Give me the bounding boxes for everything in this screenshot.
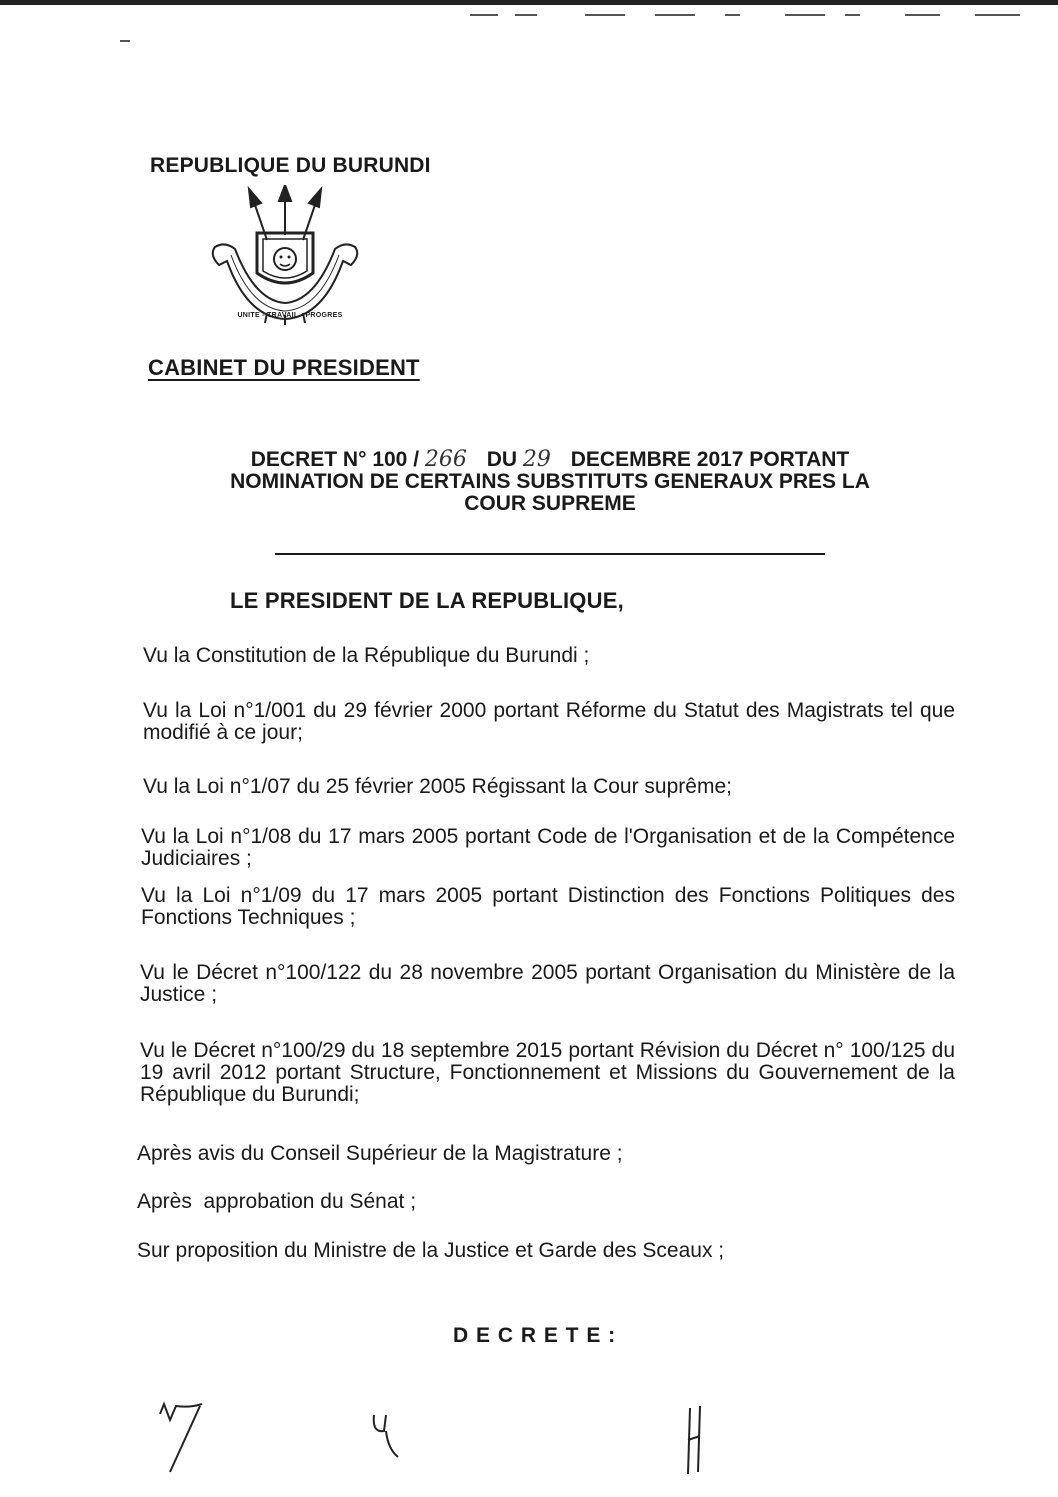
decree-title-line2: NOMINATION DE CERTAINS SUBSTITUTS GENERAUX PRES LA <box>230 470 870 493</box>
consideration-conseil-magistrature: Après avis du Conseil Supérieur de la Magistrature ; <box>137 1142 623 1165</box>
consideration-decret-100-29: Vu le Décret n°100/29 du 18 septembre 2015 portant Révision du Décret n° 100/125 du 19 avril 2012 portant Structure, Fonctionnement et Missions du Gouvernement de la République du Burundi; <box>140 1039 955 1106</box>
consideration-constitution: Vu la Constitution de la République du Burundi ; <box>143 644 590 667</box>
consideration-ministre-justice: Sur proposition du Ministre de la Justice et Garde des Sceaux ; <box>137 1239 725 1262</box>
decree-number-prefix: DECRET N° 100 / <box>250 448 420 471</box>
decree-title <box>150 445 950 519</box>
handwritten-initials-left <box>150 1400 220 1480</box>
emblem-motto: UNITE - TRAVAIL - PROGRES <box>237 312 343 319</box>
president-heading: LE PRESIDENT DE LA REPUBLIQUE, <box>230 588 624 613</box>
country-name: REPUBLIQUE DU BURUNDI <box>150 154 431 177</box>
consideration-loi-1-09: Vu la Loi n°1/09 du 17 mars 2005 portant Distinction des Fonctions Politiques des Fonctions Techniques ; <box>141 884 955 929</box>
decree-title-line3: COUR SUPREME <box>464 492 636 515</box>
consideration-loi-1-07: Vu la Loi n°1/07 du 25 février 2005 Régissant la Cour suprême; <box>143 775 732 798</box>
consideration-senat: Après approbation du Sénat ; <box>137 1190 417 1213</box>
handwritten-initials-middle <box>368 1405 408 1465</box>
decree-du: DU <box>486 448 518 471</box>
decree-number-handwritten: 266 <box>424 447 467 472</box>
scan-border-top <box>0 0 1058 5</box>
decrete-heading: D E C R E T E : <box>453 1324 617 1347</box>
handwritten-initials-right <box>680 1400 710 1480</box>
title-divider <box>275 553 825 555</box>
consideration-loi-1-08: Vu la Loi n°1/08 du 17 mars 2005 portant Code de l'Organisation et de la Compétence Judiciaires ; <box>141 825 955 870</box>
coat-of-arms-emblem <box>205 185 365 325</box>
consideration-loi-1-001: Vu la Loi n°1/001 du 29 février 2000 portant Réforme du Statut des Magistrats tel que modifié à ce jour; <box>143 699 955 744</box>
decree-title-rest: DECEMBRE 2017 PORTANT <box>570 448 850 471</box>
office-name: CABINET DU PRESIDENT <box>148 355 420 380</box>
consideration-decret-100-122: Vu le Décret n°100/122 du 28 novembre 2005 portant Organisation du Ministère de la Justice ; <box>140 961 955 1006</box>
decree-day-handwritten: 29 <box>522 447 551 472</box>
